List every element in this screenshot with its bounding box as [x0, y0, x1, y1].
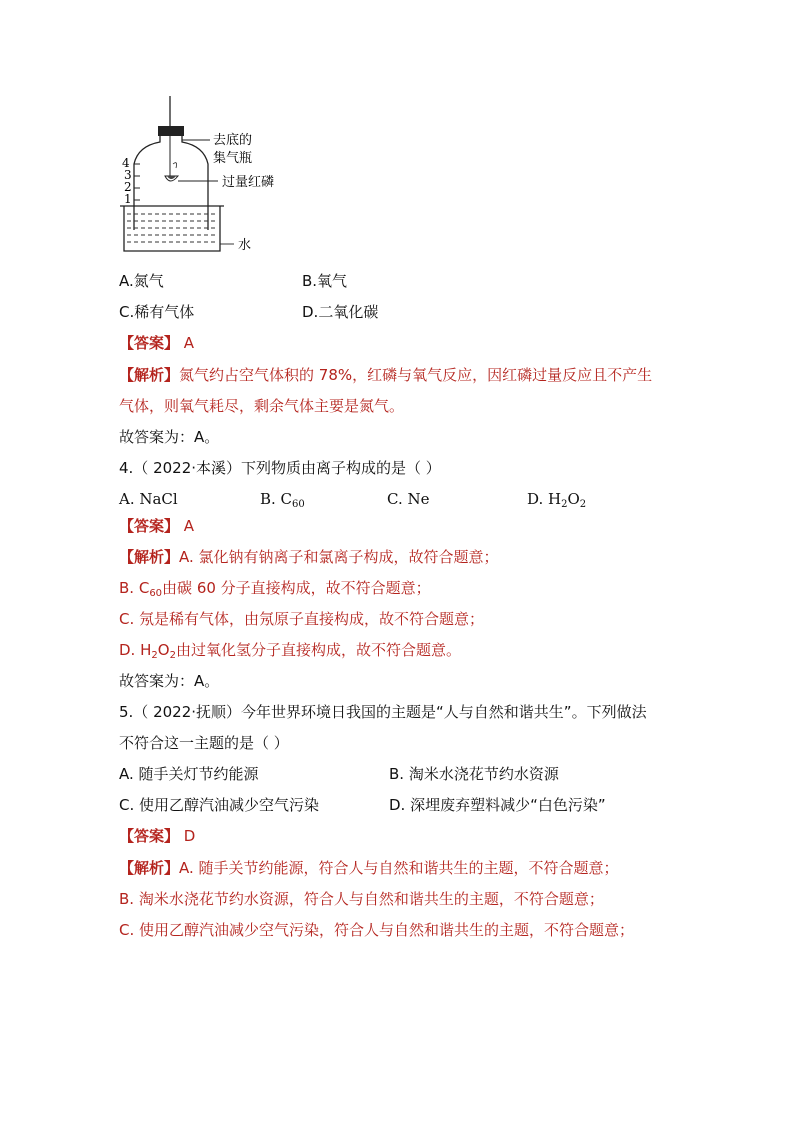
bottle-label-bottom: 集气瓶 [213, 151, 253, 166]
phosphorus-label: 过量红磷 [222, 175, 275, 190]
q3-option-c: C.稀有气体 [119, 303, 195, 321]
answer-tag: 【答案】 [119, 517, 180, 535]
analysis-text: A. 氯化钠有钠离子和氯离子构成，故符合题意； [179, 548, 499, 566]
q5-option-d: D. 深埋废弃塑料减少“白色污染” [389, 796, 606, 814]
q5-options-row1 [119, 764, 559, 784]
q4-conclusion: 故答案为：A。 [119, 672, 220, 690]
q4-analysis-c: C. 氖是稀有气体，由氖原子直接构成，故不符合题意； [119, 610, 485, 628]
answer-tag: 【答案】 [119, 334, 180, 352]
q5-analysis-b: B. 淘米水浇花节约水资源，符合人与自然和谐共生的主题，不符合题意； [119, 890, 604, 908]
scale-3: 3 [124, 168, 132, 182]
q5-analysis-a [119, 858, 619, 878]
analysis-text: A. 随手关节约能源，符合人与自然和谐共生的主题，不符合题意； [179, 859, 619, 877]
q4-analysis-d: D. $H_2O_2$由过氧化氢分子直接构成，故不符合题意。 [119, 641, 461, 661]
analysis-text: 氮气约占空气体积的 78%，红磷与氧气反应，因红磷过量反应且不产生 [179, 366, 653, 384]
q3-answer [119, 333, 194, 353]
q4-option-b: B. $C_{60}$ [260, 490, 305, 510]
q4-option-c: C. Ne [387, 490, 430, 508]
apparatus-figure [118, 96, 298, 261]
q5-stem-line2: 不符合这一主题的是（ ） [119, 734, 289, 752]
scale-2: 2 [124, 180, 132, 194]
analysis-tag: 【解析】 [119, 859, 180, 877]
analysis-tag: 【解析】 [119, 548, 180, 566]
bottle-label-top: 去底的 [213, 133, 253, 148]
q5-answer [119, 826, 195, 846]
scale-4: 4 [122, 156, 130, 170]
q5-stem-line1: 5.（ 2022·抚顺）今年世界环境日我国的主题是“人与自然和谐共生”。下列做法 [119, 703, 647, 721]
q3-option-a: A.氮气 [119, 272, 164, 290]
q5-option-c: C. 使用乙醇汽油减少空气污染 [119, 796, 320, 814]
q3-conclusion: 故答案为：A。 [119, 428, 220, 446]
q3-analysis-line2: 气体，则氧气耗尽，剩余气体主要是氮气。 [119, 397, 405, 415]
answer-value: A [183, 517, 195, 535]
q4-answer [119, 516, 194, 536]
q4-option-a: A. NaCl [119, 490, 178, 508]
analysis-tag: 【解析】 [119, 366, 180, 384]
q5-option-b: B. 淘米水浇花节约水资源 [389, 765, 559, 783]
q4-option-d: D. $H_2O_2$ [527, 490, 587, 510]
answer-tag: 【答案】 [119, 827, 180, 845]
q4-analysis-a [119, 547, 499, 567]
q3-options-row1 [119, 271, 348, 291]
q3-analysis-line1 [119, 365, 652, 385]
q3-option-b: B.氧气 [302, 272, 348, 290]
water-label: 水 [238, 238, 252, 253]
q4-analysis-b: B. $C_{60}$由碳 60 分子直接构成，故不符合题意； [119, 579, 431, 599]
q3-options-row2 [119, 302, 379, 322]
q3-option-d: D.二氧化碳 [302, 303, 379, 321]
q4-options-row [119, 489, 587, 510]
scale-1: 1 [124, 192, 132, 206]
q4-stem: 4.（ 2022·本溪）下列物质由离子构成的是（ ） [119, 459, 441, 477]
q5-option-a: A. 随手关灯节约能源 [119, 765, 259, 783]
q5-analysis-c: C. 使用乙醇汽油减少空气污染，符合人与自然和谐共生的主题，不符合题意； [119, 921, 635, 939]
answer-value: A [183, 334, 195, 352]
answer-value: D [183, 827, 196, 845]
q5-options-row2 [119, 795, 606, 815]
